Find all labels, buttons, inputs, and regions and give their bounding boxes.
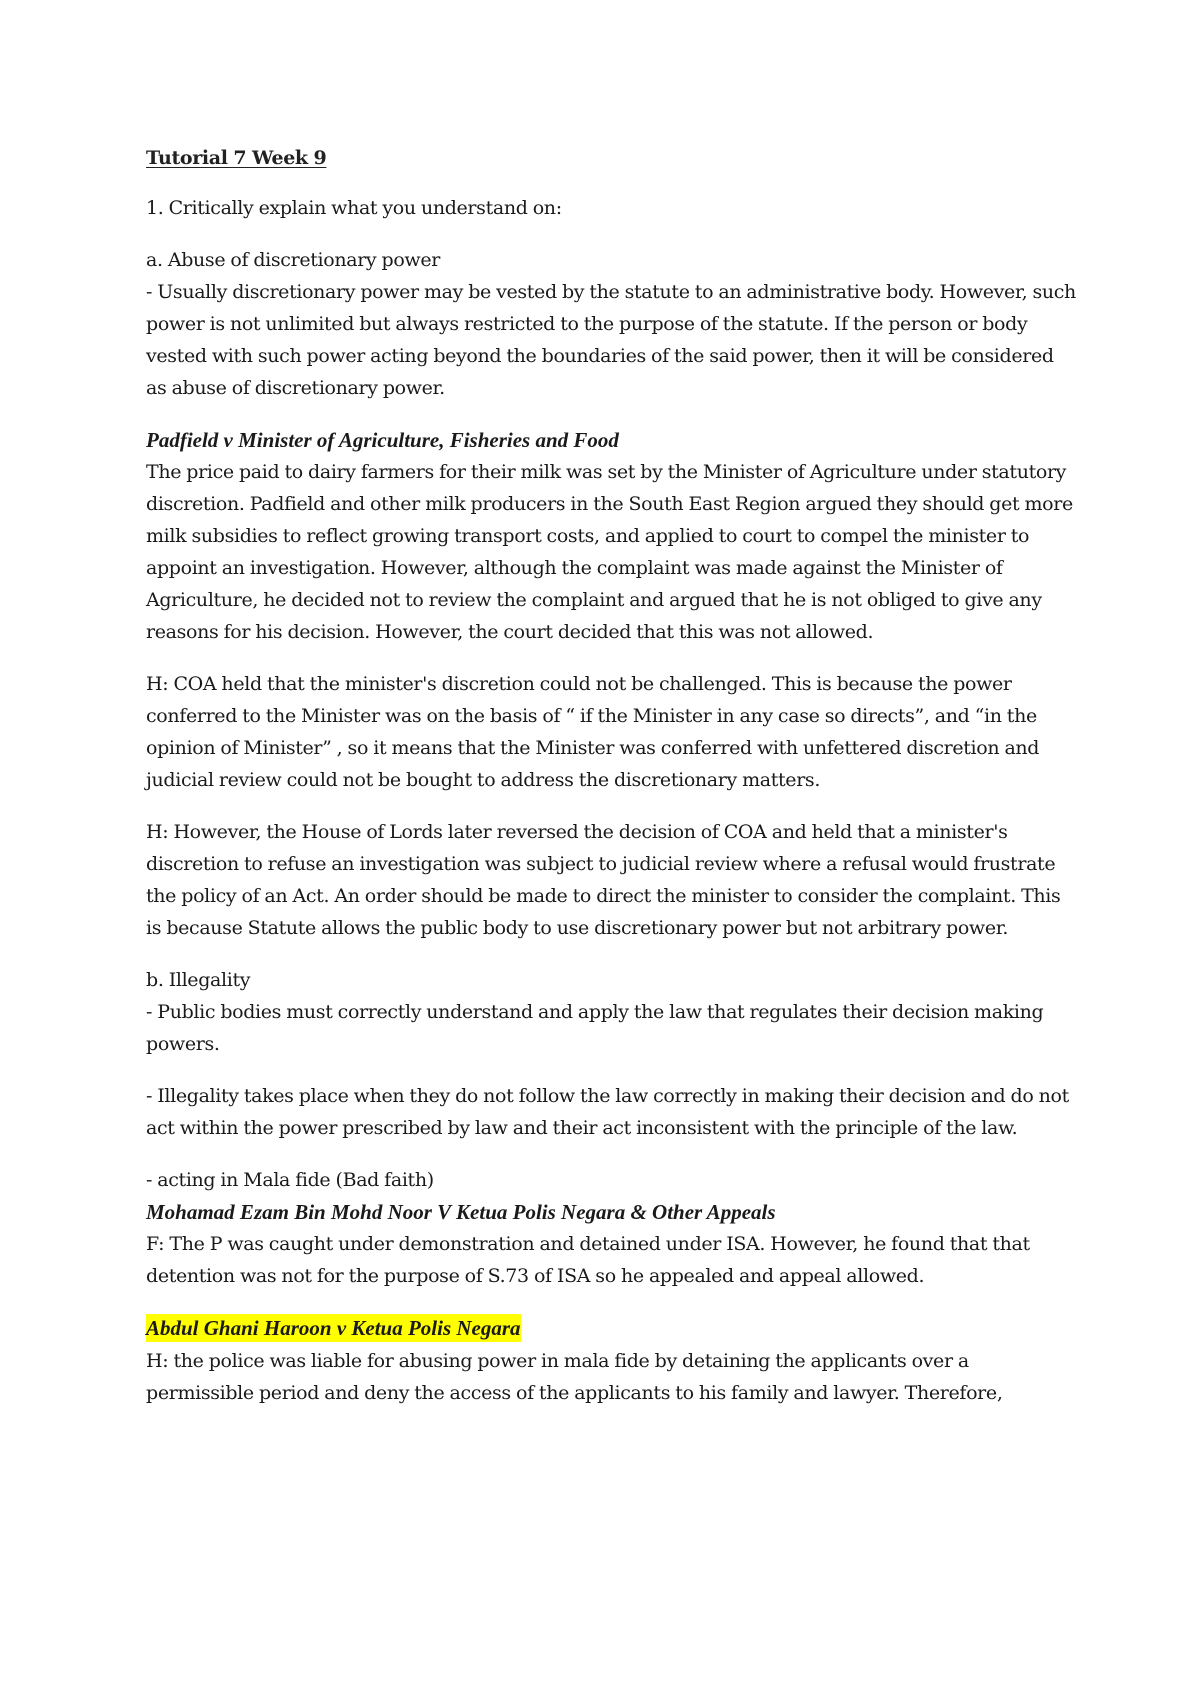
section-a-text: - Usually discretionary power may be vested by the statute to an administrative body. However, such power is not unlimited but always restricted to the purpose of the statute. If the person or body vested with such power acting beyond the boundaries of the said power, then it will be considered as abuse of discretionary power. — [146, 281, 1076, 399]
question-text: 1. Critically explain what you understand on: — [146, 197, 562, 219]
padfield-case-name: Padfield v Minister of Agriculture, Fisheries and Food — [146, 428, 619, 452]
section-b-point-2: - Illegality takes place when they do not follow the law correctly in making their decision and do not act within the power prescribed by law and their act inconsistent with the principle of the law. — [146, 1085, 1069, 1139]
document-title: Tutorial 7 Week 9 — [146, 147, 327, 169]
ezam-case-name: Mohamad Ezam Bin Mohd Noor V Ketua Polis Negara & Other Appeals — [146, 1200, 776, 1224]
section-b-point-3: - acting in Mala fide (Bad faith) — [146, 1169, 434, 1191]
section-b — [146, 964, 1076, 1060]
ezam-block — [146, 1164, 1076, 1292]
document-body — [146, 142, 1076, 1429]
padfield-held-hol: H: However, the House of Lords later reversed the decision of COA and held that a minister's discretion to refuse an investigation was subject to judicial review where a refusal would frustrate the policy of an Act. An order should be made to direct the minister to consider the complaint. This is because Statute allows the public body to use discretionary power but not arbitrary power. — [146, 821, 1061, 939]
abdul-block — [146, 1312, 1076, 1409]
section-a — [146, 244, 1076, 404]
padfield-case — [146, 424, 1076, 648]
ezam-facts: F: The P was caught under demonstration and detained under ISA. However, he found that that detention was not for the purpose of S.73 of ISA so he appealed and appeal allowed. — [146, 1233, 1030, 1287]
abdul-case-name: Abdul Ghani Haroon v Ketua Polis Negara — [146, 1316, 521, 1340]
padfield-facts: The price paid to dairy farmers for their milk was set by the Minister of Agriculture under statutory discretion. Padfield and other milk producers in the South East Region argued they should get more milk subsidies to reflect growing transport costs, and applied to court to compel the minister to appoint an investigation. However, although the complaint was made against the Minister of Agriculture, he decided not to review the complaint and argued that he is not obliged to give any reasons for his decision. However, the court decided that this was not allowed. — [146, 461, 1073, 643]
section-a-heading: a. Abuse of discretionary power — [146, 249, 440, 271]
section-b-heading: b. Illegality — [146, 969, 251, 991]
abdul-held: H: the police was liable for abusing power in mala fide by detaining the applicants over a permissible period and deny the access of the applicants to his family and lawyer. Therefore, — [146, 1350, 1003, 1404]
padfield-held-coa: H: COA held that the minister's discretion could not be challenged. This is because the power conferred to the Minister was on the basis of “ if the Minister in any case so directs”, and “in the opinion of Minister” , so it means that the Minister was conferred with unfettered discretion and judicial review could not be bought to address the discretionary matters. — [146, 673, 1040, 791]
section-b-point-1: - Public bodies must correctly understand and apply the law that regulates their decision making powers. — [146, 1001, 1044, 1055]
